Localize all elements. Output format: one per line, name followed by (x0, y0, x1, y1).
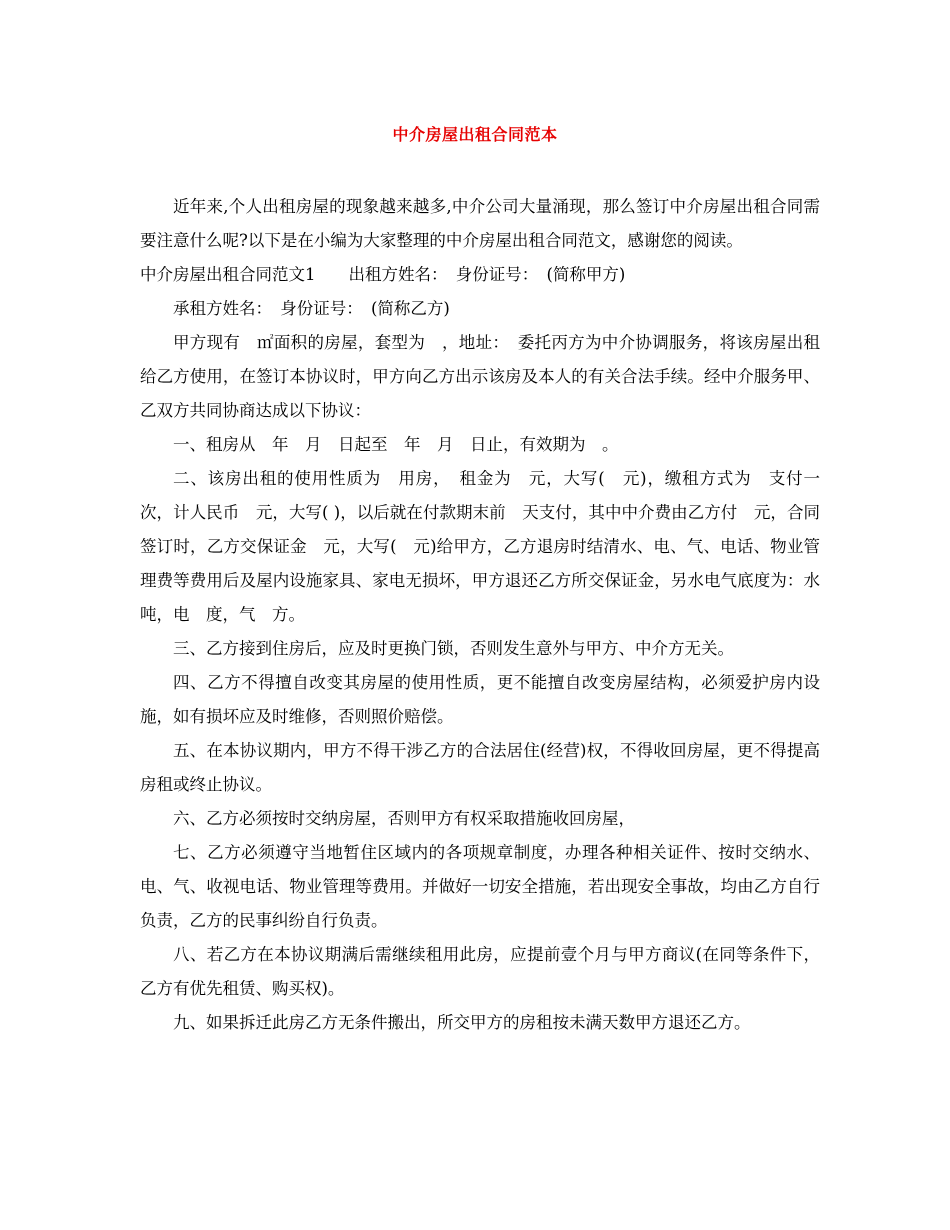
paragraph-lessee-info: 承租方姓名： 身份证号： (简称乙方) (173, 299, 450, 318)
clause-8: 八、若乙方在本协议期满后需继续租用此房，应提前壹个月与甲方商议(在同等条件下，乙方有优先租赁、购买权)。 (140, 945, 820, 998)
paragraph-lessor-info: 中介房屋出租合同范文1 出租方姓名： 身份证号： (简称甲方) (140, 265, 626, 284)
document-title: 中介房屋出租合同范本 (392, 125, 558, 144)
clause-4: 四、乙方不得擅自改变其房屋的使用性质，更不能擅自改变房屋结构，必须爱护房内设施，如有损坏应及时维修，否则照价赔偿。 (140, 673, 820, 726)
clause-6: 六、乙方必须按时交纳房屋，否则甲方有权采取措施收回房屋， (173, 809, 635, 828)
clause-7: 七、乙方必须遵守当地暂住区域内的各项规章制度，办理各种相关证件、按时交纳水、电、气、收视电话、物业管理等费用。并做好一切安全措施，若出现安全事故，均由乙方自行负责，乙方的民事纠纷自行负责。 (140, 843, 820, 930)
paragraph-intro: 近年来,个人出租房屋的现象越来越多,中介公司大量涌现，那么签订中介房屋出租合同需要注意什么呢?以下是在小编为大家整理的中介房屋出租合同范文，感谢您的阅读。 (140, 197, 820, 250)
clause-1: 一、租房从 年 月 日起至 年 月 日止，有效期为 。 (173, 435, 619, 454)
paragraph-premises: 甲方现有 ㎡面积的房屋，套型为 ，地址： 委托丙方为中介协调服务，将该房屋出租给乙方使用，在签订本协议时，甲方向乙方出示该房及本人的有关合法手续。经中介服务甲、乙双方共同协商达成以下协议： (140, 333, 820, 420)
clause-5: 五、在本协议期内，甲方不得干涉乙方的合法居住(经营)权，不得收回房屋，更不得提高房租或终止协议。 (140, 741, 820, 794)
clause-9: 九、如果拆迁此房乙方无条件搬出，所交甲方的房租按未满天数甲方退还乙方。 (173, 1013, 751, 1032)
document-body (140, 190, 837, 1040)
clause-2: 二、该房出租的使用性质为 用房， 租金为 元，大写( 元)，缴租方式为 支付一次，计人民币 元，大写( )，以后就在付款期末前 天支付，其中中介费由乙方付 元，合同签订时，乙方交保证金 元，大写( 元)给甲方，乙方退房时结清水、电、气、电话、物业管理费等费用后及屋内设施家具、家电无损坏，甲方退还乙方所交保证金，另水电气底度为：水 吨，电 度，气 方。 (140, 469, 837, 624)
clause-3: 三、乙方接到住房后，应及时更换门锁，否则发生意外与甲方、中介方无关。 (173, 639, 734, 658)
